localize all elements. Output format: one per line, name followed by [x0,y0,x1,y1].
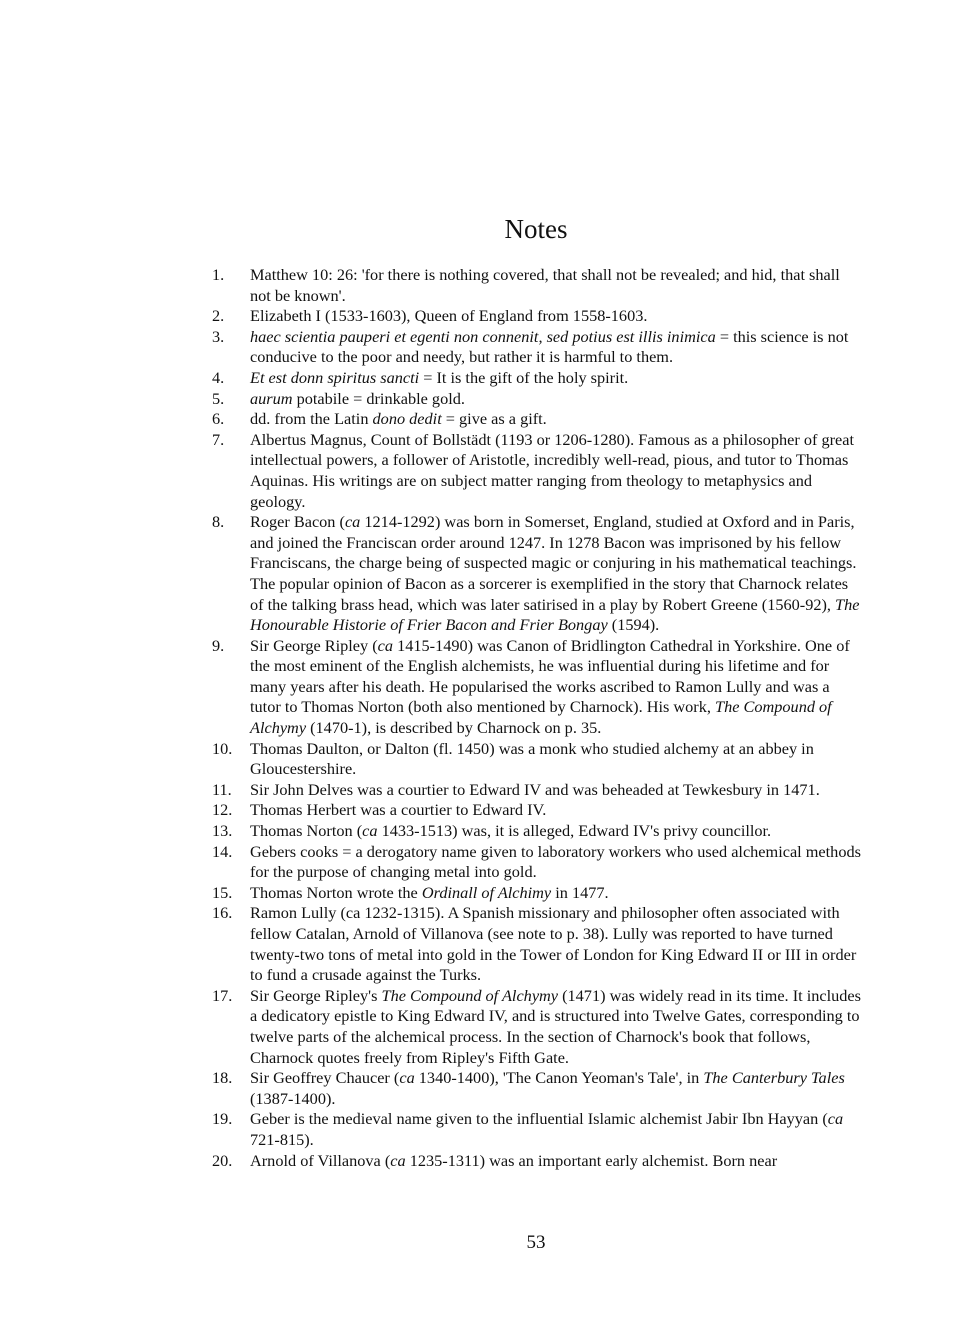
note-item [212,739,862,780]
page-title: Notes [504,214,568,244]
note-text [250,986,861,1067]
note-item [212,512,862,636]
note-item [212,1109,862,1150]
page-number: 53 [526,1232,546,1253]
note-italic-text: Et est donn spiritus sancti [250,367,420,387]
note-number: 3. [212,326,225,346]
note-text [250,409,547,428]
note-number: 9. [212,635,225,655]
note-text-segment: = give as a gift. [441,409,547,429]
note-text-segment: in 1477. [551,882,609,902]
note-number: 8. [212,512,225,532]
note-text-segment: Thomas Daulton, or Dalton (fl. 1450) was a monk who studied alchemy at an abbey in Gloucestershire. [250,738,814,779]
note-text [250,903,856,984]
note-text [250,430,854,511]
note-item [212,883,862,904]
note-italic-text: The Canterbury Tales [703,1068,845,1088]
notes-list [212,265,862,1171]
note-number: 12. [212,800,233,820]
note-italic-text: Ordinall of Alchimy [421,882,552,902]
note-item [212,636,862,739]
note-number: 14. [212,841,233,861]
note-text [250,368,628,387]
note-item [212,430,862,512]
note-number: 4. [212,367,225,387]
note-number: 6. [212,409,225,429]
note-italic-text: The Compound of Alchymy [381,985,559,1005]
note-text-segment: Thomas Herbert was a courtier to Edward IV. [250,800,547,820]
note-item [212,409,862,430]
note-text [250,306,647,325]
note-text [250,883,609,902]
note-text [250,327,848,367]
note-text [250,636,850,737]
note-text-segment: (1387-1400). [250,1088,336,1108]
note-text-segment: 1340-1400), 'The Canon Yeoman's Tale', in [414,1068,704,1088]
note-text-segment: Arnold of Villanova ( [250,1150,391,1170]
note-text-segment: = It is the gift of the holy spirit. [419,367,629,387]
note-text [250,800,546,819]
note-text-segment: 1433-1513) was, it is alleged, Edward IV's privy councillor. [377,821,772,841]
note-text-segment: Matthew 10: 26: 'for there is nothing covered, that shall not be revealed; and hid, that shall not be known'. [250,265,840,305]
note-number: 5. [212,388,225,408]
note-item [212,842,862,883]
note-text-segment: 721-815). [250,1129,314,1149]
note-text-segment: Elizabeth I (1533-1603), Queen of England from 1558-1603. [250,306,648,326]
note-text-segment: Albertus Magnus, Count of Bollstädt (1193 or 1206-1280). Famous as a philosopher of great intellectual powers, a follower of Aristotle, incredibly well-read, pious, and tutor to Thomas Aquinas. His writings are on subject matter ranging from theology to metaphysics and geology. [250,429,854,511]
note-number: 11. [212,779,232,799]
note-text [250,842,861,882]
note-number: 19. [212,1109,233,1129]
note-text [250,780,820,799]
note-item [212,903,862,985]
note-text [250,1151,777,1170]
note-text-segment: 1235-1311) was an important early alchemist. Born near [405,1150,778,1170]
note-text-segment: Sir George Ripley's [250,985,382,1005]
note-italic-text: dono dedit [372,409,442,429]
note-italic-text: ca [377,635,394,655]
note-italic-text: ca [344,512,361,532]
note-text-segment: Sir John Delves was a courtier to Edward IV and was beheaded at Tewkesbury in 1471. [250,779,820,799]
note-number: 16. [212,903,233,923]
note-text [250,739,814,779]
note-item [212,306,862,327]
note-text-segment: (1594). [607,615,660,635]
note-number: 17. [212,985,233,1005]
note-text-segment: Gebers cooks = a derogatory name given to laboratory workers who used alchemical methods for the purpose of changing metal into gold. [250,841,861,882]
note-number: 18. [212,1068,233,1088]
note-number: 7. [212,429,225,449]
note-italic-text: ca [827,1109,844,1129]
note-item [212,1068,862,1109]
note-item [212,986,862,1068]
note-italic-text: The Compound of Alchymy [250,697,832,738]
note-item [212,1151,862,1172]
note-number: 15. [212,882,233,902]
note-number: 2. [212,306,225,326]
note-text-segment: Thomas Norton wrote the [250,882,422,902]
note-number: 1. [212,265,225,284]
note-item [212,265,862,306]
note-italic-text: ca [362,821,378,841]
note-text-segment: Sir Geoffrey Chaucer ( [250,1068,400,1088]
note-text-segment: 1415-1490) was Canon of Bridlington Cathedral in Yorkshire. One of the most eminent of the English alchemists, he was influential during his lifetime and for many years after his death. He popularised the works ascribed to Ramon Lully and was a tutor to Thomas Norton (both also mentioned by Charnock). His work, [250,635,850,717]
note-text [250,389,465,408]
note-text-segment: Sir George Ripley ( [250,635,378,655]
note-item [212,389,862,410]
note-italic-text: The Honourable Historie of Frier Bacon and Frier Bongay [250,594,860,635]
note-text-segment: Thomas Norton ( [250,821,363,841]
note-text-segment: (1471) was widely read in its time. It includes a dedicatory epistle to King Edward IV, and is structured into Twelve Gates, corresponding to twelve parts of the alchemical process. In the section of Charnock's book that follows, Charnock quotes freely from Ripley's Fifth Gate. [250,985,861,1067]
note-text [250,821,771,840]
note-number: 20. [212,1150,233,1170]
note-text-segment: 1214-1292) was born in Somerset, England, studied at Oxford and in Paris, and joined the Franciscan order around 1247. In 1278 Bacon was imprisoned by his fellow Franciscans, the charge being of suspected magic or conjuring in his mathematical teachings. The popular opinion of Bacon as a sorcerer is exemplified in the story that Charnock relates of the talking brass head, which was later satirised in a play by Robert Greene (1560-92), [250,512,857,614]
note-text [250,265,840,305]
note-number: 10. [212,738,233,758]
note-text-segment: Ramon Lully (ca 1232-1315). A Spanish missionary and philosopher often associated with fellow Catalan, Arnold of Villanova (see note to p. 38). Lully was reported to have turned twenty-two tons of metal into gold in the Tower of London for King Edward II or III in order to fund a crusade against the Turks. [250,903,857,985]
note-item [212,327,862,368]
note-text-segment: Geber is the medieval name given to the influential Islamic alchemist Jabir Ibn Hayyan ( [250,1109,828,1129]
note-text-segment: potabile = drinkable gold. [292,388,465,408]
note-italic-text: ca [390,1150,406,1170]
note-item [212,821,862,842]
note-text-segment: = this science is not conducive to the poor and needy, but rather it is harmful to them. [250,326,849,367]
note-text [250,1068,845,1108]
note-number: 13. [212,821,233,841]
note-text-segment: Roger Bacon ( [250,512,345,532]
note-italic-text: aurum [250,388,293,408]
note-item [212,368,862,389]
note-text-segment: (1470-1), is described by Charnock on p. 35. [306,718,602,738]
note-text-segment: dd. from the Latin [250,409,373,429]
note-item [212,780,862,801]
note-italic-text: ca [399,1068,415,1088]
note-text [250,512,859,634]
note-item [212,800,862,821]
note-text [250,1109,843,1149]
note-italic-text: haec scientia pauperi et egenti non connenit, sed potius est illis inimica [250,326,716,346]
